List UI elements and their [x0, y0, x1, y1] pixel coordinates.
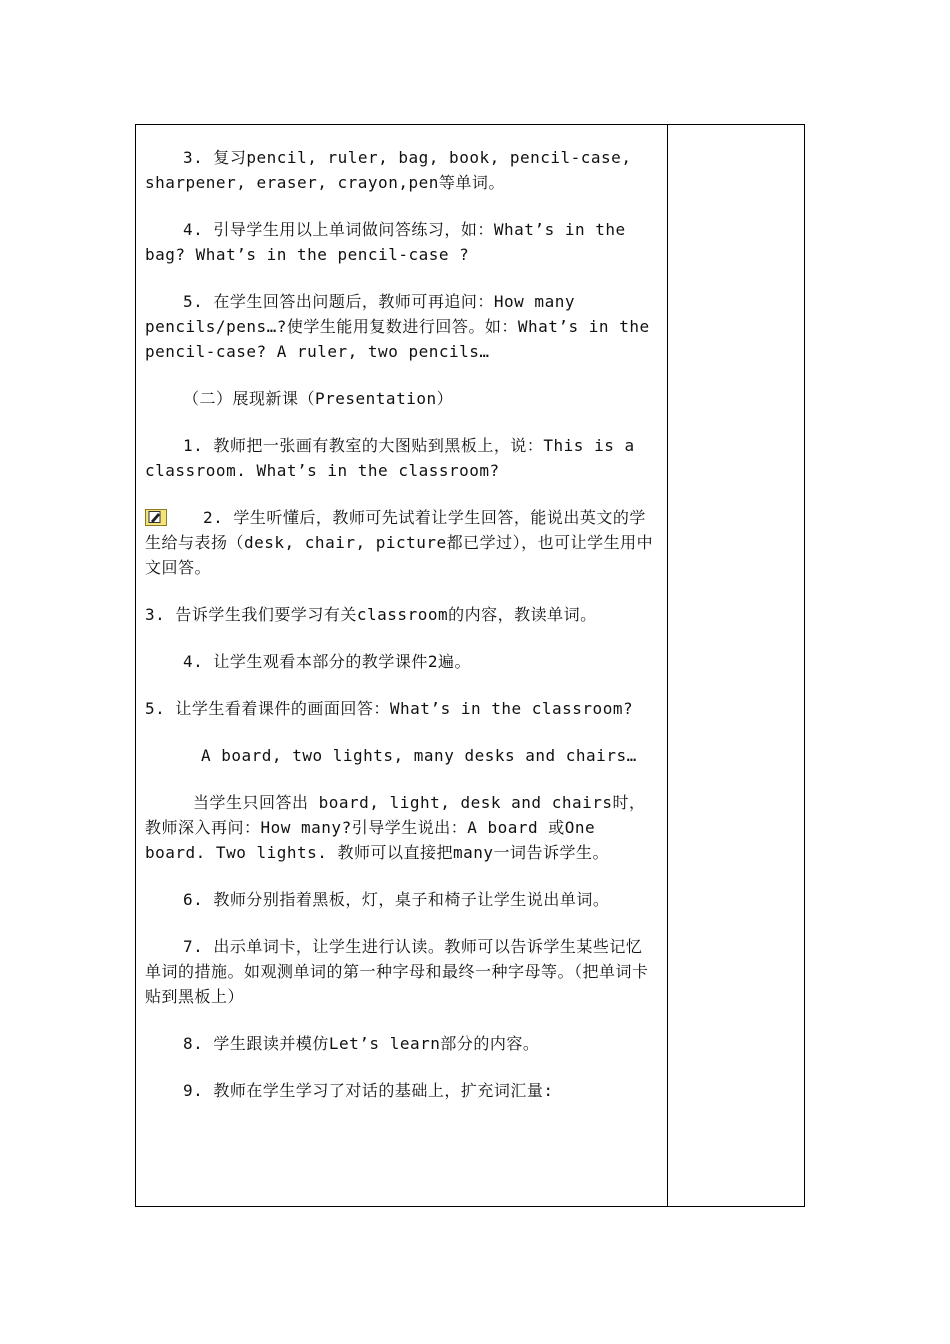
point-objects-step: 6. 教师分别指着黑板，灯，桌子和椅子让学生说出单词。 [183, 890, 610, 909]
example-answer: A board, two lights, many desks and chairs… [201, 746, 637, 765]
column-divider [667, 125, 668, 1206]
courseware-step: 4. 让学生观看本部分的教学课件2遍。 [183, 652, 472, 671]
qa-practice-step: 4. 引导学生用以上单词做问答练习，如：What’s in the bag? What’s in the pencil-case ? [145, 220, 626, 264]
student-answer-text: 2. 学生听懂后，教师可先试着让学生回答，能说出英文的学生给与表扬（desk, chair, picture都已学过），也可让学生用中文回答。 [145, 508, 654, 577]
lesson-content-cell [145, 145, 655, 1125]
pen-icon [145, 508, 167, 525]
plural-answer-step: 5. 在学生回答出问题后，教师可再追问：How many pencils/pens…?使学生能用复数进行回答。如：What’s in the pencil-case? A ruler, two pencils… [145, 292, 650, 361]
how-many-step: 当学生只回答出 board, light, desk and chairs时，教师深入再问：How many?引导学生说出：A board 或One board. Two lights. 教师可以直接把many一词告诉学生。 [145, 793, 646, 862]
presentation-heading: （二）展现新课（Presentation） [183, 389, 454, 408]
student-answer-step [145, 505, 655, 580]
teach-words-step: 3. 告诉学生我们要学习有关classroom的内容，教读单词。 [145, 605, 597, 624]
expand-vocabulary-step: 9. 教师在学生学习了对话的基础上，扩充词汇量: [183, 1081, 554, 1100]
word-cards-step: 7. 出示单词卡，让学生进行认读。教师可以告诉学生某些记忆单词的措施。如观测单词的第一种字母和最终一种字母等。（把单词卡贴到黑板上） [145, 937, 649, 1006]
lesson-plan-table [135, 124, 805, 1207]
classroom-picture-step: 1. 教师把一张画有教室的大图贴到黑板上，说：This is a classroom. What’s in the classroom? [145, 436, 635, 480]
answer-question-step: 5. 让学生看着课件的画面回答：What’s in the classroom? [145, 699, 634, 718]
review-words-step: 3. 复习pencil, ruler, bag, book, pencil-case, sharpener, eraser, crayon,pen等单词。 [145, 148, 632, 192]
lets-learn-step: 8. 学生跟读并模仿Let’s learn部分的内容。 [183, 1034, 540, 1053]
